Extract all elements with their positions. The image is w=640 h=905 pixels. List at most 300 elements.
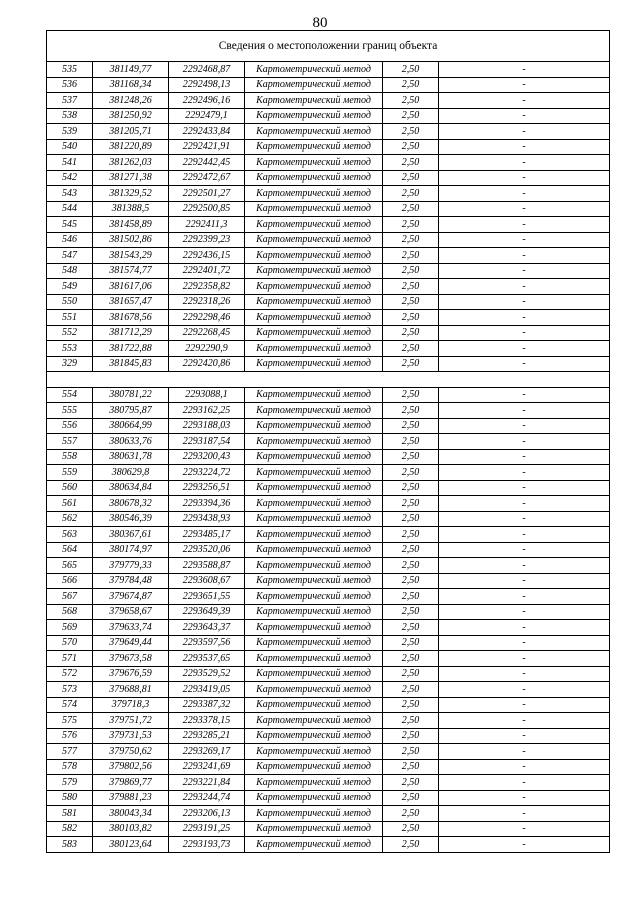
point-number-cell: 561	[47, 496, 93, 512]
method-cell: Картометрический метод	[245, 186, 383, 202]
table-row	[47, 775, 610, 791]
point-number-cell: 562	[47, 511, 93, 527]
method-cell: Картометрический метод	[245, 759, 383, 775]
point-number-cell: 583	[47, 837, 93, 853]
point-number-cell: 566	[47, 573, 93, 589]
description-cell: -	[439, 604, 610, 620]
method-cell: Картометрический метод	[245, 496, 383, 512]
coord-y-cell: 2293597,56	[169, 635, 245, 651]
table-row	[47, 341, 610, 357]
precision-cell: 2,50	[383, 387, 439, 403]
coord-y-cell: 2293649,39	[169, 604, 245, 620]
point-number-cell: 551	[47, 310, 93, 326]
coord-y-cell: 2293520,06	[169, 542, 245, 558]
method-cell: Картометрический метод	[245, 697, 383, 713]
table-row	[47, 232, 610, 248]
method-cell: Картометрический метод	[245, 837, 383, 853]
point-number-cell: 538	[47, 108, 93, 124]
point-number-cell: 575	[47, 713, 93, 729]
point-number-cell: 571	[47, 651, 93, 667]
table-row	[47, 201, 610, 217]
coord-y-cell: 2293608,67	[169, 573, 245, 589]
method-cell: Картометрический метод	[245, 666, 383, 682]
precision-cell: 2,50	[383, 480, 439, 496]
coord-x-cell: 379673,58	[93, 651, 169, 667]
table-row	[47, 604, 610, 620]
table-row	[47, 403, 610, 419]
description-cell: -	[439, 341, 610, 357]
precision-cell: 2,50	[383, 806, 439, 822]
description-cell: -	[439, 93, 610, 109]
point-number-cell: 574	[47, 697, 93, 713]
point-number-cell: 540	[47, 139, 93, 155]
coord-x-cell: 381722,88	[93, 341, 169, 357]
coord-x-cell: 381458,89	[93, 217, 169, 233]
coord-x-cell: 380103,82	[93, 821, 169, 837]
table-row	[47, 108, 610, 124]
coord-y-cell: 2292433,84	[169, 124, 245, 140]
coord-x-cell: 379881,23	[93, 790, 169, 806]
method-cell: Картометрический метод	[245, 387, 383, 403]
description-cell: -	[439, 790, 610, 806]
coord-x-cell: 381248,26	[93, 93, 169, 109]
point-number-cell: 560	[47, 480, 93, 496]
coord-x-cell: 381574,77	[93, 263, 169, 279]
coord-x-cell: 380123,64	[93, 837, 169, 853]
description-cell: -	[439, 806, 610, 822]
description-cell: -	[439, 201, 610, 217]
coord-x-cell: 381271,38	[93, 170, 169, 186]
description-cell: -	[439, 62, 610, 78]
description-cell: -	[439, 837, 610, 853]
precision-cell: 2,50	[383, 542, 439, 558]
point-number-cell: 547	[47, 248, 93, 264]
coord-x-cell: 381262,03	[93, 155, 169, 171]
coord-y-cell: 2292468,87	[169, 62, 245, 78]
point-number-cell: 544	[47, 201, 93, 217]
boundary-coordinates-table	[46, 30, 610, 853]
coord-y-cell: 2292498,13	[169, 77, 245, 93]
coord-y-cell: 2293588,87	[169, 558, 245, 574]
coord-x-cell: 379751,72	[93, 713, 169, 729]
coord-y-cell: 2292268,45	[169, 325, 245, 341]
coord-x-cell: 380631,78	[93, 449, 169, 465]
table-row	[47, 651, 610, 667]
point-number-cell: 553	[47, 341, 93, 357]
method-cell: Картометрический метод	[245, 682, 383, 698]
precision-cell: 2,50	[383, 418, 439, 434]
point-number-cell: 542	[47, 170, 93, 186]
precision-cell: 2,50	[383, 465, 439, 481]
point-number-cell: 552	[47, 325, 93, 341]
table-row	[47, 465, 610, 481]
coord-x-cell: 380367,61	[93, 527, 169, 543]
table-row	[47, 77, 610, 93]
coord-y-cell: 2293378,15	[169, 713, 245, 729]
precision-cell: 2,50	[383, 170, 439, 186]
point-number-cell: 558	[47, 449, 93, 465]
table-row	[47, 620, 610, 636]
method-cell: Картометрический метод	[245, 356, 383, 372]
coord-x-cell: 381149,77	[93, 62, 169, 78]
precision-cell: 2,50	[383, 294, 439, 310]
point-number-cell: 569	[47, 620, 93, 636]
coord-x-cell: 379750,62	[93, 744, 169, 760]
table-row	[47, 682, 610, 698]
method-cell: Картометрический метод	[245, 232, 383, 248]
table-row	[47, 666, 610, 682]
method-cell: Картометрический метод	[245, 155, 383, 171]
coord-x-cell: 379649,44	[93, 635, 169, 651]
point-number-cell: 535	[47, 62, 93, 78]
method-cell: Картометрический метод	[245, 480, 383, 496]
point-number-cell: 567	[47, 589, 93, 605]
precision-cell: 2,50	[383, 620, 439, 636]
point-number-cell: 556	[47, 418, 93, 434]
coord-y-cell: 2293529,52	[169, 666, 245, 682]
coord-y-cell: 2292358,82	[169, 279, 245, 295]
description-cell: -	[439, 403, 610, 419]
precision-cell: 2,50	[383, 201, 439, 217]
precision-cell: 2,50	[383, 558, 439, 574]
description-cell: -	[439, 480, 610, 496]
coord-y-cell: 2292411,3	[169, 217, 245, 233]
description-cell: -	[439, 465, 610, 481]
point-number-cell: 559	[47, 465, 93, 481]
table-row	[47, 279, 610, 295]
point-number-cell: 564	[47, 542, 93, 558]
coord-y-cell: 2293188,03	[169, 418, 245, 434]
coord-y-cell: 2293438,93	[169, 511, 245, 527]
coord-y-cell: 2292318,26	[169, 294, 245, 310]
coord-y-cell: 2292298,46	[169, 310, 245, 326]
method-cell: Картометрический метод	[245, 558, 383, 574]
method-cell: Картометрический метод	[245, 573, 383, 589]
coord-y-cell: 2293088,1	[169, 387, 245, 403]
point-number-cell: 537	[47, 93, 93, 109]
coord-y-cell: 2293221,84	[169, 775, 245, 791]
coord-x-cell: 381712,29	[93, 325, 169, 341]
method-cell: Картометрический метод	[245, 728, 383, 744]
method-cell: Картометрический метод	[245, 434, 383, 450]
method-cell: Картометрический метод	[245, 217, 383, 233]
method-cell: Картометрический метод	[245, 294, 383, 310]
method-cell: Картометрический метод	[245, 62, 383, 78]
description-cell: -	[439, 651, 610, 667]
table-row	[47, 310, 610, 326]
table-row	[47, 527, 610, 543]
table-row	[47, 248, 610, 264]
coord-y-cell: 2292472,67	[169, 170, 245, 186]
description-cell: -	[439, 449, 610, 465]
point-number-cell: 563	[47, 527, 93, 543]
precision-cell: 2,50	[383, 279, 439, 295]
description-cell: -	[439, 155, 610, 171]
precision-cell: 2,50	[383, 62, 439, 78]
table-row	[47, 449, 610, 465]
table-row	[47, 139, 610, 155]
method-cell: Картометрический метод	[245, 806, 383, 822]
point-number-cell: 568	[47, 604, 93, 620]
precision-cell: 2,50	[383, 449, 439, 465]
method-cell: Картометрический метод	[245, 604, 383, 620]
method-cell: Картометрический метод	[245, 279, 383, 295]
coord-y-cell: 2293387,32	[169, 697, 245, 713]
coord-x-cell: 380174,97	[93, 542, 169, 558]
method-cell: Картометрический метод	[245, 124, 383, 140]
method-cell: Картометрический метод	[245, 248, 383, 264]
description-cell: -	[439, 124, 610, 140]
method-cell: Картометрический метод	[245, 170, 383, 186]
table-row	[47, 744, 610, 760]
precision-cell: 2,50	[383, 217, 439, 233]
coord-x-cell: 380795,87	[93, 403, 169, 419]
method-cell: Картометрический метод	[245, 418, 383, 434]
precision-cell: 2,50	[383, 759, 439, 775]
coord-y-cell: 2293537,65	[169, 651, 245, 667]
table-row	[47, 558, 610, 574]
table-row	[47, 62, 610, 78]
table-row	[47, 217, 610, 233]
coord-x-cell: 381388,5	[93, 201, 169, 217]
description-cell: -	[439, 635, 610, 651]
method-cell: Картометрический метод	[245, 403, 383, 419]
coord-x-cell: 379633,74	[93, 620, 169, 636]
precision-cell: 2,50	[383, 186, 439, 202]
precision-cell: 2,50	[383, 790, 439, 806]
point-number-cell: 579	[47, 775, 93, 791]
coord-y-cell: 2293206,13	[169, 806, 245, 822]
coord-x-cell: 381678,56	[93, 310, 169, 326]
precision-cell: 2,50	[383, 604, 439, 620]
precision-cell: 2,50	[383, 93, 439, 109]
precision-cell: 2,50	[383, 139, 439, 155]
description-cell: -	[439, 356, 610, 372]
coord-y-cell: 2293419,05	[169, 682, 245, 698]
coord-x-cell: 381617,06	[93, 279, 169, 295]
method-cell: Картометрический метод	[245, 465, 383, 481]
table-row	[47, 325, 610, 341]
coord-y-cell: 2293244,74	[169, 790, 245, 806]
description-cell: -	[439, 77, 610, 93]
method-cell: Картометрический метод	[245, 449, 383, 465]
precision-cell: 2,50	[383, 77, 439, 93]
coord-y-cell: 2292442,45	[169, 155, 245, 171]
precision-cell: 2,50	[383, 589, 439, 605]
description-cell: -	[439, 248, 610, 264]
coord-y-cell: 2293224,72	[169, 465, 245, 481]
point-number-cell: 555	[47, 403, 93, 419]
description-cell: -	[439, 697, 610, 713]
coord-x-cell: 380629,8	[93, 465, 169, 481]
point-number-cell: 548	[47, 263, 93, 279]
method-cell: Картометрический метод	[245, 790, 383, 806]
precision-cell: 2,50	[383, 666, 439, 682]
table-row	[47, 93, 610, 109]
table-row	[47, 759, 610, 775]
method-cell: Картометрический метод	[245, 542, 383, 558]
coord-x-cell: 379676,59	[93, 666, 169, 682]
coord-y-cell: 2293651,55	[169, 589, 245, 605]
point-number-cell: 549	[47, 279, 93, 295]
table-row	[47, 434, 610, 450]
method-cell: Картометрический метод	[245, 310, 383, 326]
method-cell: Картометрический метод	[245, 635, 383, 651]
point-number-cell: 543	[47, 186, 93, 202]
point-number-cell: 572	[47, 666, 93, 682]
point-number-cell: 565	[47, 558, 93, 574]
coord-y-cell: 2293191,25	[169, 821, 245, 837]
method-cell: Картометрический метод	[245, 263, 383, 279]
point-number-cell: 573	[47, 682, 93, 698]
precision-cell: 2,50	[383, 232, 439, 248]
precision-cell: 2,50	[383, 325, 439, 341]
description-cell: -	[439, 527, 610, 543]
precision-cell: 2,50	[383, 728, 439, 744]
table-title: Сведения о местоположении границ объекта	[47, 31, 610, 62]
precision-cell: 2,50	[383, 108, 439, 124]
table-header-row	[47, 31, 610, 62]
table-body	[47, 62, 610, 853]
table-row	[47, 170, 610, 186]
table-row	[47, 697, 610, 713]
point-number-cell: 570	[47, 635, 93, 651]
description-cell: -	[439, 558, 610, 574]
coord-x-cell: 381845,83	[93, 356, 169, 372]
coord-y-cell: 2293485,17	[169, 527, 245, 543]
coord-y-cell: 2293241,69	[169, 759, 245, 775]
coord-x-cell: 379784,48	[93, 573, 169, 589]
table-row	[47, 713, 610, 729]
table-row	[47, 542, 610, 558]
point-number-cell: 539	[47, 124, 93, 140]
coord-y-cell: 2292479,1	[169, 108, 245, 124]
table-row	[47, 480, 610, 496]
table-row	[47, 356, 610, 372]
coord-y-cell: 2293643,37	[169, 620, 245, 636]
description-cell: -	[439, 294, 610, 310]
coord-x-cell: 381168,34	[93, 77, 169, 93]
precision-cell: 2,50	[383, 573, 439, 589]
precision-cell: 2,50	[383, 155, 439, 171]
coord-x-cell: 381657,47	[93, 294, 169, 310]
point-number-cell: 577	[47, 744, 93, 760]
coord-x-cell: 381329,52	[93, 186, 169, 202]
method-cell: Картометрический метод	[245, 108, 383, 124]
coord-y-cell: 2293256,51	[169, 480, 245, 496]
precision-cell: 2,50	[383, 511, 439, 527]
point-number-cell: 582	[47, 821, 93, 837]
table-row	[47, 728, 610, 744]
description-cell: -	[439, 325, 610, 341]
method-cell: Картометрический метод	[245, 620, 383, 636]
method-cell: Картометрический метод	[245, 527, 383, 543]
precision-cell: 2,50	[383, 837, 439, 853]
method-cell: Картометрический метод	[245, 77, 383, 93]
precision-cell: 2,50	[383, 775, 439, 791]
description-cell: -	[439, 744, 610, 760]
table-row	[47, 790, 610, 806]
coord-x-cell: 379779,33	[93, 558, 169, 574]
method-cell: Картометрический метод	[245, 139, 383, 155]
description-cell: -	[439, 310, 610, 326]
point-number-cell: 578	[47, 759, 93, 775]
table-row	[47, 511, 610, 527]
description-cell: -	[439, 170, 610, 186]
table-row	[47, 124, 610, 140]
point-number-cell: 576	[47, 728, 93, 744]
description-cell: -	[439, 620, 610, 636]
separator-row	[47, 372, 610, 388]
point-number-cell: 545	[47, 217, 93, 233]
point-number-cell: 554	[47, 387, 93, 403]
point-number-cell: 541	[47, 155, 93, 171]
method-cell: Картометрический метод	[245, 93, 383, 109]
method-cell: Картометрический метод	[245, 341, 383, 357]
method-cell: Картометрический метод	[245, 589, 383, 605]
description-cell: -	[439, 821, 610, 837]
coord-x-cell: 379869,77	[93, 775, 169, 791]
coord-x-cell: 379802,56	[93, 759, 169, 775]
table-row	[47, 589, 610, 605]
coord-x-cell: 381250,92	[93, 108, 169, 124]
coord-x-cell: 381543,29	[93, 248, 169, 264]
description-cell: -	[439, 139, 610, 155]
coord-x-cell: 381502,86	[93, 232, 169, 248]
coord-x-cell: 379688,81	[93, 682, 169, 698]
coord-y-cell: 2292496,16	[169, 93, 245, 109]
coord-y-cell: 2292421,91	[169, 139, 245, 155]
method-cell: Картометрический метод	[245, 651, 383, 667]
description-cell: -	[439, 589, 610, 605]
table-row	[47, 821, 610, 837]
coord-y-cell: 2293394,36	[169, 496, 245, 512]
table-row	[47, 418, 610, 434]
precision-cell: 2,50	[383, 403, 439, 419]
coord-x-cell: 380634,84	[93, 480, 169, 496]
point-number-cell: 580	[47, 790, 93, 806]
table-row	[47, 837, 610, 853]
method-cell: Картометрический метод	[245, 325, 383, 341]
description-cell: -	[439, 759, 610, 775]
coord-x-cell: 381220,89	[93, 139, 169, 155]
coord-y-cell: 2292500,85	[169, 201, 245, 217]
description-cell: -	[439, 279, 610, 295]
table-row	[47, 573, 610, 589]
precision-cell: 2,50	[383, 527, 439, 543]
method-cell: Картометрический метод	[245, 713, 383, 729]
method-cell: Картометрический метод	[245, 821, 383, 837]
point-number-cell: 557	[47, 434, 93, 450]
coord-x-cell: 380043,34	[93, 806, 169, 822]
description-cell: -	[439, 542, 610, 558]
coord-x-cell: 380633,76	[93, 434, 169, 450]
precision-cell: 2,50	[383, 744, 439, 760]
precision-cell: 2,50	[383, 682, 439, 698]
coord-x-cell: 380678,32	[93, 496, 169, 512]
table-row	[47, 263, 610, 279]
coord-y-cell: 2292401,72	[169, 263, 245, 279]
description-cell: -	[439, 263, 610, 279]
coord-y-cell: 2293162,25	[169, 403, 245, 419]
description-cell: -	[439, 217, 610, 233]
table-row	[47, 635, 610, 651]
coord-y-cell: 2292436,15	[169, 248, 245, 264]
table-row	[47, 186, 610, 202]
coord-y-cell: 2293200,43	[169, 449, 245, 465]
description-cell: -	[439, 387, 610, 403]
point-number-cell: 329	[47, 356, 93, 372]
